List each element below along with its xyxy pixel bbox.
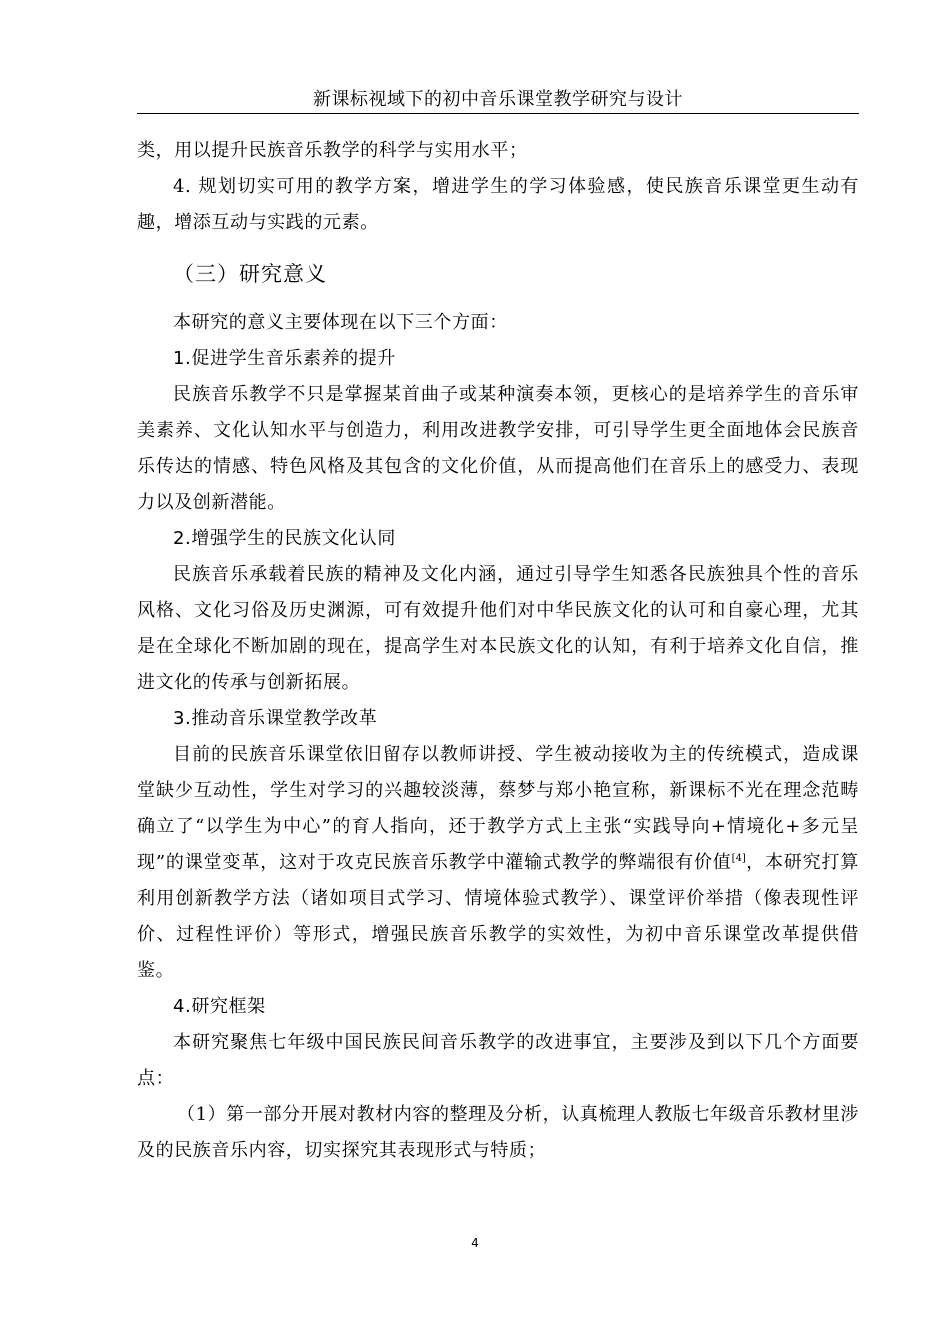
paragraph-objective-4: 4. 规划切实可用的教学方案，增进学生的学习体验感，使民族音乐课堂更生动有趣，增添互动与实践的元素。 xyxy=(137,176,859,233)
reform-text-part-2: ，本研究打算利用创新教学方法（诸如项目式学习、情境体验式教学）、课堂评价举措（像表现性评价、过程性评价）等形式，增强民族音乐教学的实效性，为初中音乐课堂改革提供借鉴。 xyxy=(137,852,859,981)
subheading-3: 3.推动音乐课堂教学改革 xyxy=(173,708,378,729)
header-rule xyxy=(137,113,859,114)
page-number: 4 xyxy=(471,1236,479,1250)
paragraph-continuation: 类，用以提升民族音乐教学的科学与实用水平； xyxy=(137,140,528,161)
body-content xyxy=(137,133,859,1169)
subheading-4: 4.研究框架 xyxy=(173,996,266,1017)
paragraph-teaching-reform xyxy=(137,737,859,989)
subheading-2: 2.增强学生的民族文化认同 xyxy=(173,528,396,549)
paragraph-framework-intro: 本研究聚焦七年级中国民族民间音乐教学的改进事宜，主要涉及到以下几个方面要点： xyxy=(137,1032,859,1089)
paragraph-music-literacy: 民族音乐教学不只是掌握某首曲子或某种演奏本领，更核心的是培养学生的音乐审美素养、文化认知水平与创造力，利用改进教学安排，可引导学生更全面地体会民族音乐传达的情感、特色风格及其包含的文化价值，从而提高他们在音乐上的感受力、表现力以及创新潜能。 xyxy=(137,384,859,513)
subheading-1: 1.促进学生音乐素养的提升 xyxy=(173,348,396,369)
citation-marker: [4] xyxy=(731,853,746,864)
paragraph-cultural-identity: 民族音乐承载着民族的精神及文化内涵，通过引导学生知悉各民族独具个性的音乐风格、文化习俗及历史渊源，可有效提升他们对中华民族文化的认可和自豪心理，尤其是在全球化不断加剧的现在，提高学生对本民族文化的认知，有利于培养文化自信，推进文化的传承与创新拓展。 xyxy=(137,564,859,693)
paragraph-framework-item-1: （1）第一部分开展对教材内容的整理及分析，认真梳理人教版七年级音乐教材里涉及的民族音乐内容，切实探究其表现形式与特质； xyxy=(137,1104,859,1161)
section-heading-research-significance: （三）研究意义 xyxy=(173,262,327,286)
reform-text-part-1: 目前的民族音乐课堂依旧留存以教师讲授、学生被动接收为主的传统模式，造成课堂缺少互动性，学生对学习的兴趣较淡薄，蔡梦与郑小艳宣称，新课标不光在理念范畴确立了“以学生为中心”的育人指向，还于教学方式上主张“实践导向+情境化+多元呈现”的课堂变革，这对于攻克民族音乐教学中灌输式教学的弊端很有价值 xyxy=(137,744,859,873)
running-header: 新课标视域下的初中音乐课堂教学研究与设计 xyxy=(313,89,683,110)
paragraph-intro: 本研究的意义主要体现在以下三个方面： xyxy=(173,312,508,333)
